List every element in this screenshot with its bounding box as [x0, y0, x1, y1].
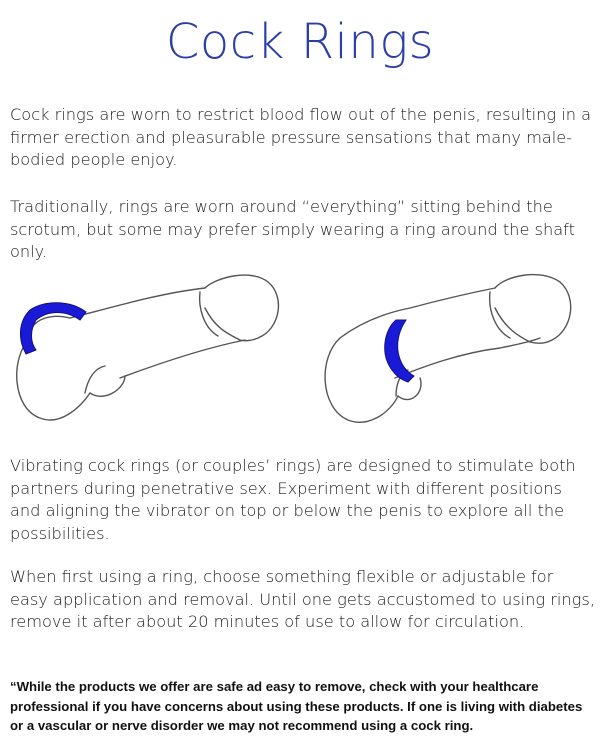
illustrations [0, 268, 600, 448]
vibrating-rings-paragraph: Vibrating cock rings (or couples’ rings) are designed to stimulate both partners during penetrative sex. Experiment with different positions and aligning the vibrator on top or below the penis to explore all the possibilities. [10, 456, 576, 543]
ring-left [20, 303, 86, 354]
intro-paragraph: Cock rings are worn to restrict blood flow out of the penis, resulting in a firmer erection and pleasurable pressure sensations that many male-bodied people enjoy. [10, 105, 592, 169]
placement-paragraph: Traditionally, rings are worn around “everything” sitting behind the scrotum, but some may prefer simply wearing a ring around the shaft only. [10, 197, 575, 261]
health-disclaimer: “While the products we offer are safe ad easy to remove, check with your healthcare professional if you have concerns about using these products. If one is living with diabetes or a vascular or nerve disorder we may not recommend using a cock ring. [10, 679, 583, 733]
ring-right [385, 320, 414, 382]
illustration-ring-shaft-only [325, 275, 571, 423]
ring-illustrations-svg [0, 268, 600, 448]
page-title: Cock Rings [165, 14, 435, 70]
first-use-paragraph: When first using a ring, choose something flexible or adjustable for easy application and removal. Until one gets accustomed to using rings, remove it after about 20 minutes of use to allow for circulation. [10, 567, 595, 631]
illustration-ring-behind-scrotum [17, 275, 279, 420]
